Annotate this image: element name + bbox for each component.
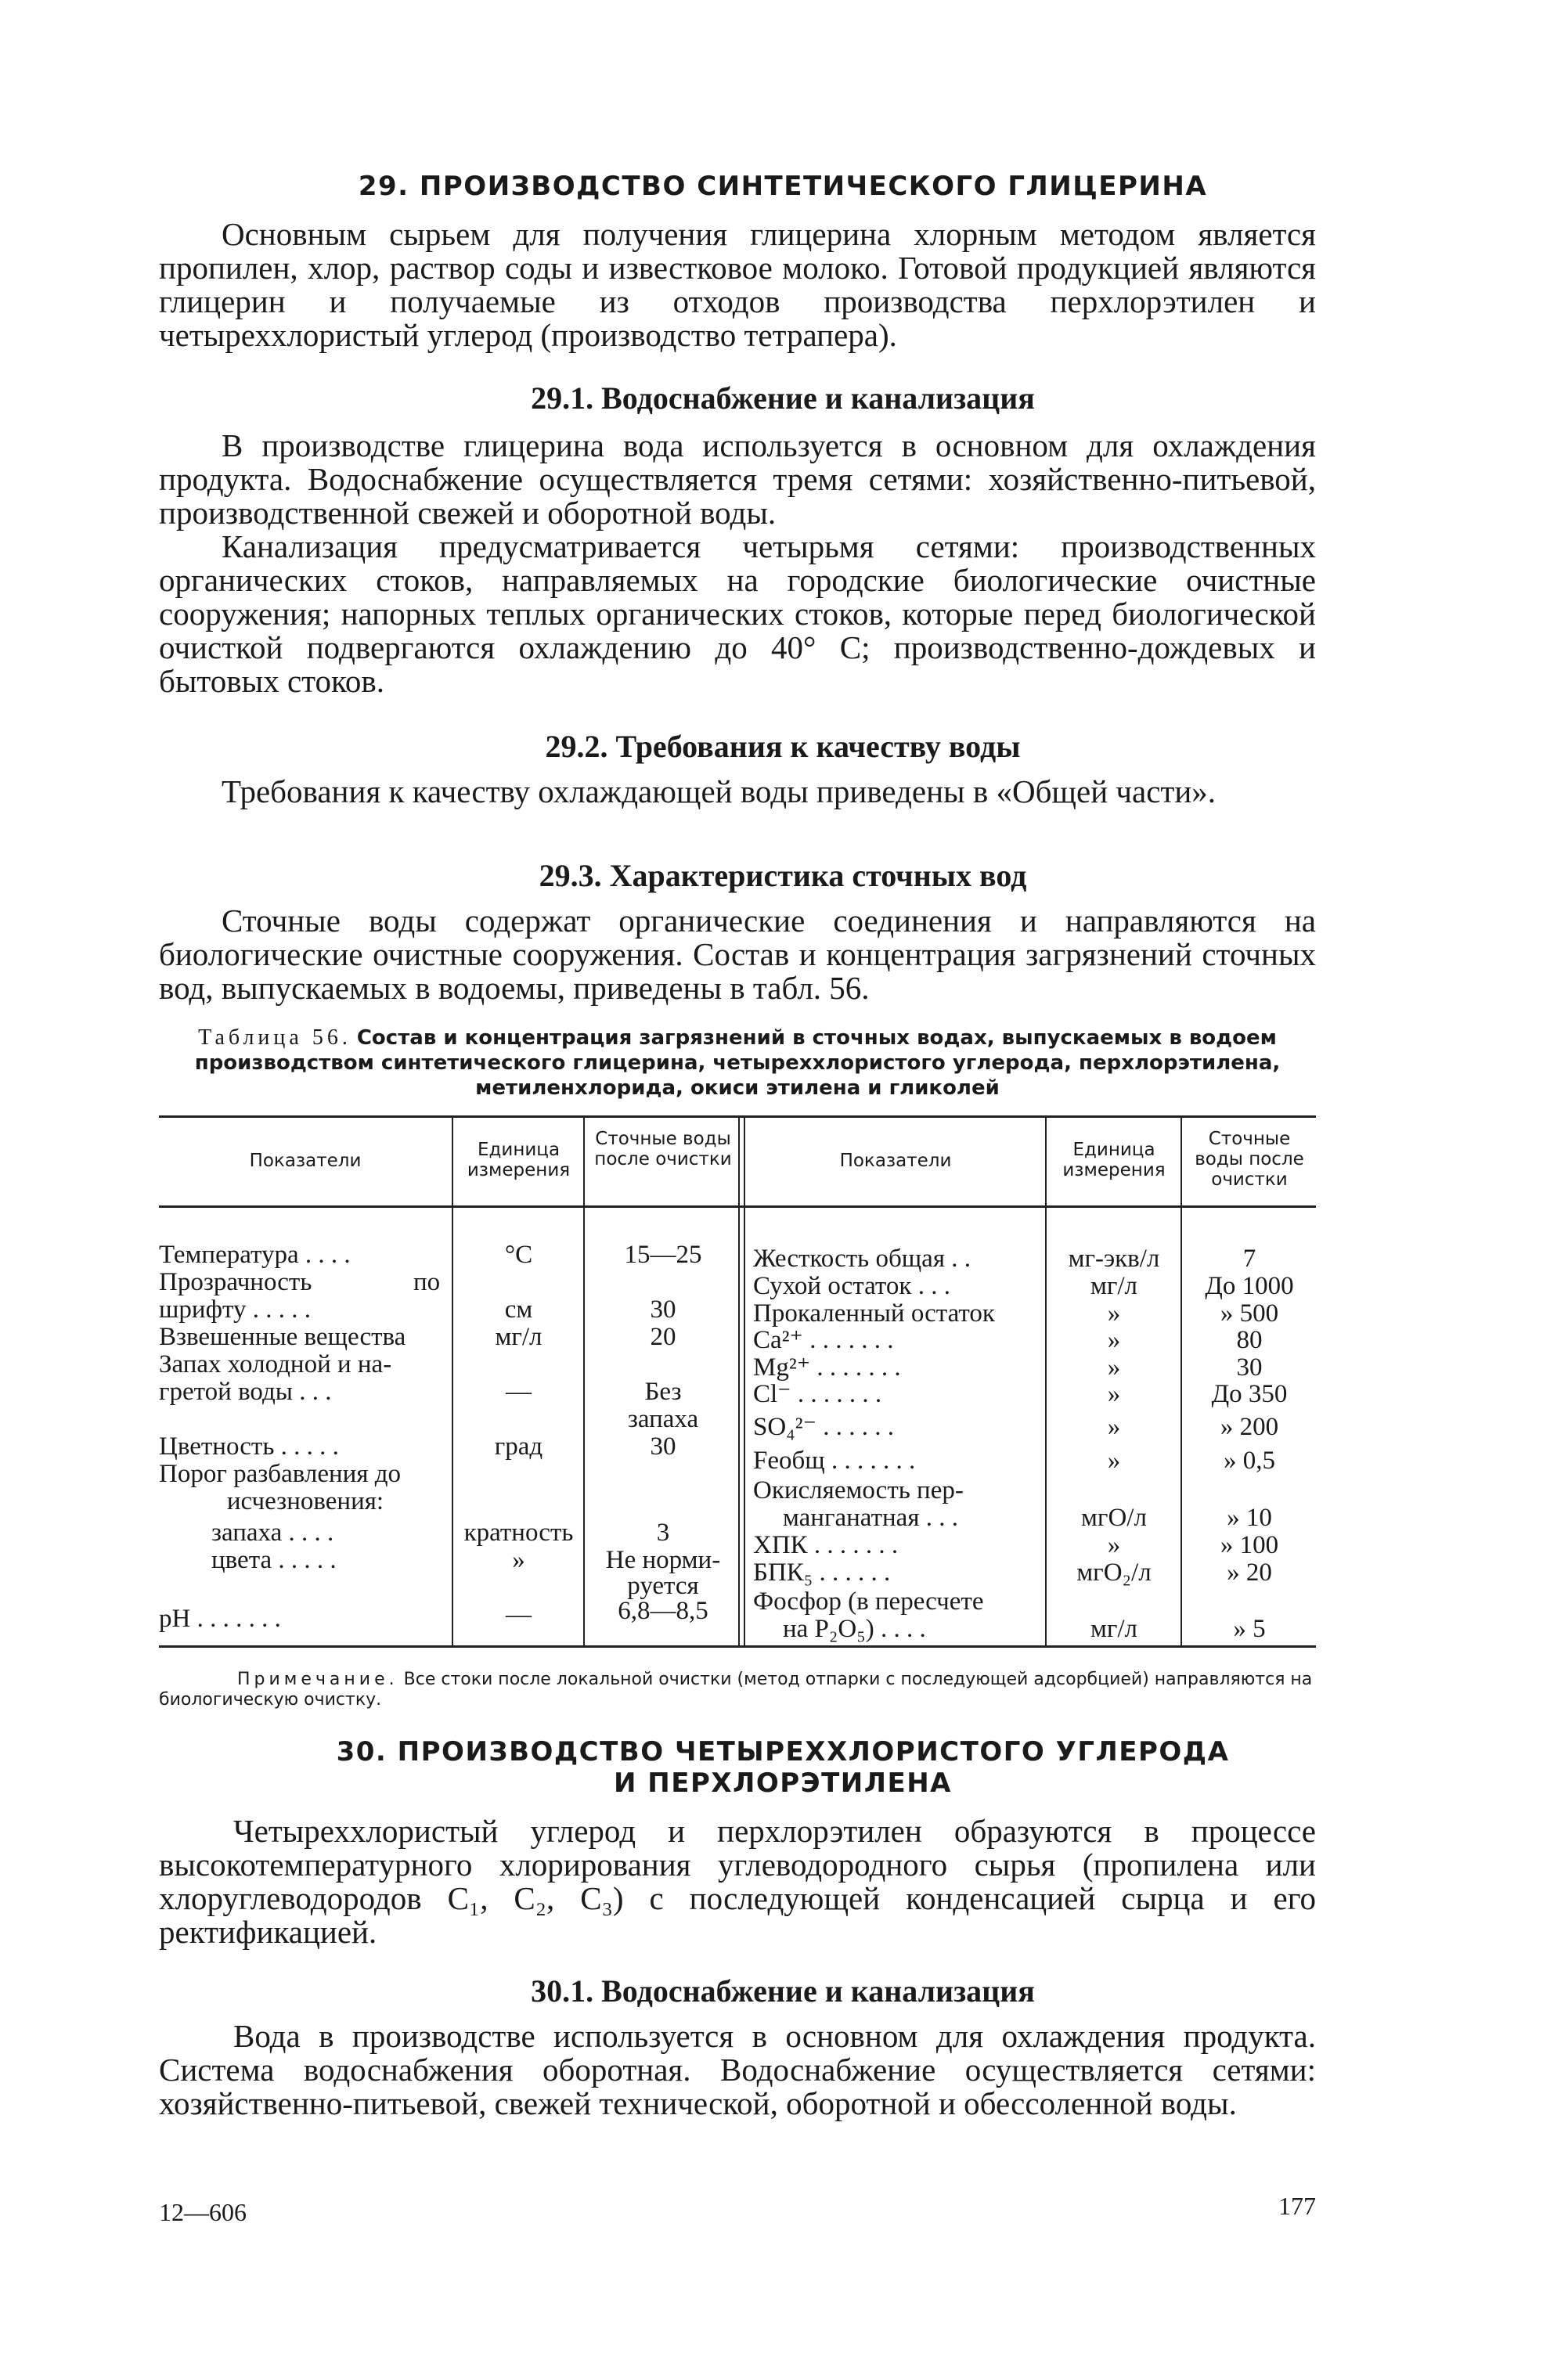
row-odor-value-a: Без <box>644 1378 682 1406</box>
row-phosphorus-name-a: Фосфор (в пересчете <box>753 1587 984 1616</box>
row-transparency-name-b: по <box>413 1268 441 1296</box>
row-odor-name-b: гретой воды . . . <box>159 1378 332 1406</box>
row-hardness-name: Жесткость общая . . <box>753 1245 971 1273</box>
header-value-left: Сточные воды после очистки <box>594 1129 732 1169</box>
table-56-caption-text: Состав и концентрация загрязнений в сточных водах, выпускаемых в водоем производством синтетического глицерина, четыреххлористого углерода, перхлорэтилена, метиленхлорида, окиси этилена и гликолей <box>194 1026 1281 1100</box>
row-threshold-color-value-a: Не норми- <box>605 1546 721 1574</box>
row-transparency-name-c: шрифту . . . . . <box>159 1295 311 1324</box>
table-col-divider-5 <box>1181 1115 1182 1645</box>
row-threshold-odor-value: 3 <box>656 1519 670 1547</box>
printer-signature: 12—606 <box>159 2198 247 2226</box>
row-ca-value: 80 <box>1236 1326 1263 1354</box>
row-suspended-unit: мг/л <box>495 1323 542 1351</box>
row-oxidizability-name-a: Окисляемость пер- <box>753 1476 964 1504</box>
section-30-title-line-1: 30. ПРОИЗВОДСТВО ЧЕТЫРЕХХЛОРИСТОГО УГЛЕРОДА <box>336 1736 1230 1767</box>
row-cl-value: До 350 <box>1211 1380 1288 1408</box>
row-so4-value: » 200 <box>1220 1413 1279 1441</box>
row-mg-unit: » <box>1107 1353 1121 1382</box>
section-30-title-line-2: И ПЕРХЛОРЭТИЛЕНА <box>614 1767 952 1799</box>
table-col-divider-2 <box>583 1115 585 1645</box>
section-29-title: 29. ПРОИЗВОДСТВО СИНТЕТИЧЕСКОГО ГЛИЦЕРИНА <box>358 171 1208 202</box>
row-ph-unit: — <box>506 1601 532 1629</box>
row-cod-name: ХПК . . . . . . . <box>753 1531 899 1559</box>
header-value-right: Сточные воды после очистки <box>1195 1129 1304 1190</box>
row-bod5-unit: мгО₂/л <box>1076 1558 1152 1587</box>
row-threshold-color-name: цвета . . . . . <box>211 1546 337 1574</box>
row-threshold-odor-name: запаха . . . . <box>211 1519 334 1547</box>
table-56-caption <box>159 1025 1316 1101</box>
row-ca-unit: » <box>1107 1326 1121 1354</box>
row-cod-value: » 100 <box>1220 1531 1279 1559</box>
row-fe-unit: » <box>1107 1447 1121 1475</box>
row-phosphorus-value: » 5 <box>1233 1615 1266 1643</box>
row-color-name: Цветность . . . . . <box>159 1432 339 1461</box>
row-calcined-residue-name: Прокаленный остаток <box>753 1299 995 1328</box>
section-29-1-title: 29.1. Водоснабжение и канализация <box>531 380 1035 416</box>
section-30-1-title: 30.1. Водоснабжение и канализация <box>531 1973 1035 2009</box>
row-transparency-unit: см <box>504 1295 533 1324</box>
row-ca-name: Ca²⁺ . . . . . . . <box>753 1326 894 1354</box>
row-threshold-name-b: исчезновения: <box>226 1487 384 1515</box>
table-col-divider-3b <box>744 1115 745 1645</box>
header-unit-left: Единица измерения <box>467 1140 571 1180</box>
row-cl-name: Cl⁻ . . . . . . . <box>753 1380 882 1408</box>
row-mg-value: 30 <box>1236 1353 1263 1382</box>
row-dry-residue-unit: мг/л <box>1090 1272 1138 1300</box>
section-30-intro: Четыреххлористый углерод и перхлорэтилен образуются в процессе высокотемпературного хлорирования углеводородного сырья (пропилена или хлоруглеводородов C₁, C₂, C₃) с последующей конденсацией сырца и его ректификацией. <box>159 1813 1316 1950</box>
row-temperature-value: 15—25 <box>624 1241 702 1269</box>
table-col-divider-3a <box>738 1115 740 1645</box>
row-oxidizability-value: » 10 <box>1227 1504 1272 1532</box>
row-oxidizability-unit: мгО/л <box>1081 1504 1147 1532</box>
table-note-label: Примечание. <box>237 1670 398 1689</box>
row-odor-value-b: запаха <box>627 1405 699 1433</box>
section-29-1-para-1: В производстве глицерина вода используется в основном для охлаждения продукта. Водоснабжение осуществляется тремя сетями: хозяйственно-питьевой, производственной свежей и оборотной воды. <box>159 427 1316 531</box>
row-oxidizability-name-b: манганатная . . . <box>783 1504 959 1532</box>
row-suspended-value: 20 <box>650 1323 676 1351</box>
table-note-text: Все стоки после локальной очистки (метод отпарки с последующей адсорбцией) направляются на биологическую очистку. <box>159 1670 1313 1710</box>
row-transparency-name-a: Прозрачность <box>159 1268 312 1296</box>
table-56-label: Таблица 56. <box>198 1025 351 1050</box>
row-ph-value: 6,8—8,5 <box>618 1597 708 1625</box>
section-29-3-title: 29.3. Характеристика сточных вод <box>539 858 1027 893</box>
page-number: 177 <box>1278 2192 1316 2220</box>
row-transparency-value: 30 <box>650 1295 676 1324</box>
section-29-3-para: Сточные воды содержат органические соединения и направляются на биологические очистные сооружения. Состав и концентрация загрязнений сточных вод, выпускаемых в водоемы, приведены в табл. 56. <box>159 903 1316 1006</box>
table-bottom-rule <box>159 1645 1316 1648</box>
row-temperature-name: Температура . . . . <box>159 1241 351 1269</box>
row-odor-name-a: Запах холодной и на- <box>159 1350 392 1378</box>
section-30-1-para: Вода в производстве используется в основном для охлаждения продукта. Система водоснабжения оборотная. Водоснабжение осуществляется сетями: хозяйственно-питьевой, свежей технической, оборотной и обессоленной воды. <box>159 2018 1316 2121</box>
table-top-rule <box>159 1115 1316 1118</box>
section-29-1-para-2: Канализация предусматривается четырьмя сетями: производственных органических стоков, направляемых на городские биологические очистные сооружения; напорных теплых органических стоков, которые перед биологической очисткой подвергаются охлаждению до 40° С; производственно-дождевых и бытовых стоков. <box>159 528 1316 699</box>
row-calcined-residue-unit: » <box>1107 1299 1121 1328</box>
row-mg-name: Mg²⁺ . . . . . . . <box>753 1353 901 1382</box>
row-fe-value: » 0,5 <box>1224 1447 1275 1475</box>
row-bod5-value: » 20 <box>1227 1558 1272 1587</box>
table-header-rule <box>159 1205 1316 1208</box>
row-threshold-odor-unit: кратность <box>463 1519 574 1547</box>
row-calcined-residue-value: » 500 <box>1220 1299 1279 1328</box>
row-cl-unit: » <box>1107 1380 1121 1408</box>
row-fe-name: Feобщ . . . . . . . <box>753 1447 916 1475</box>
row-hardness-value: 7 <box>1242 1245 1256 1273</box>
row-bod5-name: БПК₅ . . . . . . <box>753 1558 891 1587</box>
row-odor-unit: — <box>506 1378 532 1406</box>
row-ph-name: pH . . . . . . . <box>159 1605 281 1633</box>
section-29-2-para: Требования к качеству охлаждающей воды приведены в «Общей части». <box>222 773 1217 809</box>
header-indicator-right: Показатели <box>839 1151 952 1171</box>
table-col-divider-4 <box>1045 1115 1047 1645</box>
row-threshold-name-a: Порог разбавления до <box>159 1460 402 1488</box>
row-temperature-unit: °С <box>504 1241 533 1269</box>
row-threshold-color-value-b: руется <box>627 1572 699 1600</box>
row-so4-name: SO₄²⁻ . . . . . . <box>753 1413 895 1441</box>
row-dry-residue-value: До 1000 <box>1205 1272 1294 1300</box>
row-hardness-unit: мг-экв/л <box>1068 1245 1160 1273</box>
header-indicator-left: Показатели <box>249 1151 362 1171</box>
row-cod-unit: » <box>1107 1531 1121 1559</box>
row-color-unit: град <box>494 1432 543 1461</box>
section-29-2-title: 29.2. Требования к качеству воды <box>545 729 1021 764</box>
row-so4-unit: » <box>1107 1413 1121 1441</box>
row-phosphorus-unit: мг/л <box>1090 1615 1138 1643</box>
row-threshold-color-unit: » <box>512 1546 525 1574</box>
table-col-divider-1 <box>452 1115 453 1645</box>
row-phosphorus-name-b: на P₂O₅) . . . . <box>783 1615 926 1643</box>
row-color-value: 30 <box>650 1432 676 1461</box>
row-suspended-name: Взвешенные вещества <box>159 1323 406 1351</box>
header-unit-right: Единица измерения <box>1062 1140 1166 1180</box>
section-29-intro: Основным сырьем для получения глицерина хлорным методом является пропилен, хлор, раствор соды и известковое молоко. Готовой продукцией являются глицерин и получаемые из отходов производства перхлорэтилен и четыреххлористый углерод (производство тетрапера). <box>159 216 1316 353</box>
table-note <box>159 1670 1316 1710</box>
row-dry-residue-name: Сухой остаток . . . <box>753 1272 950 1300</box>
